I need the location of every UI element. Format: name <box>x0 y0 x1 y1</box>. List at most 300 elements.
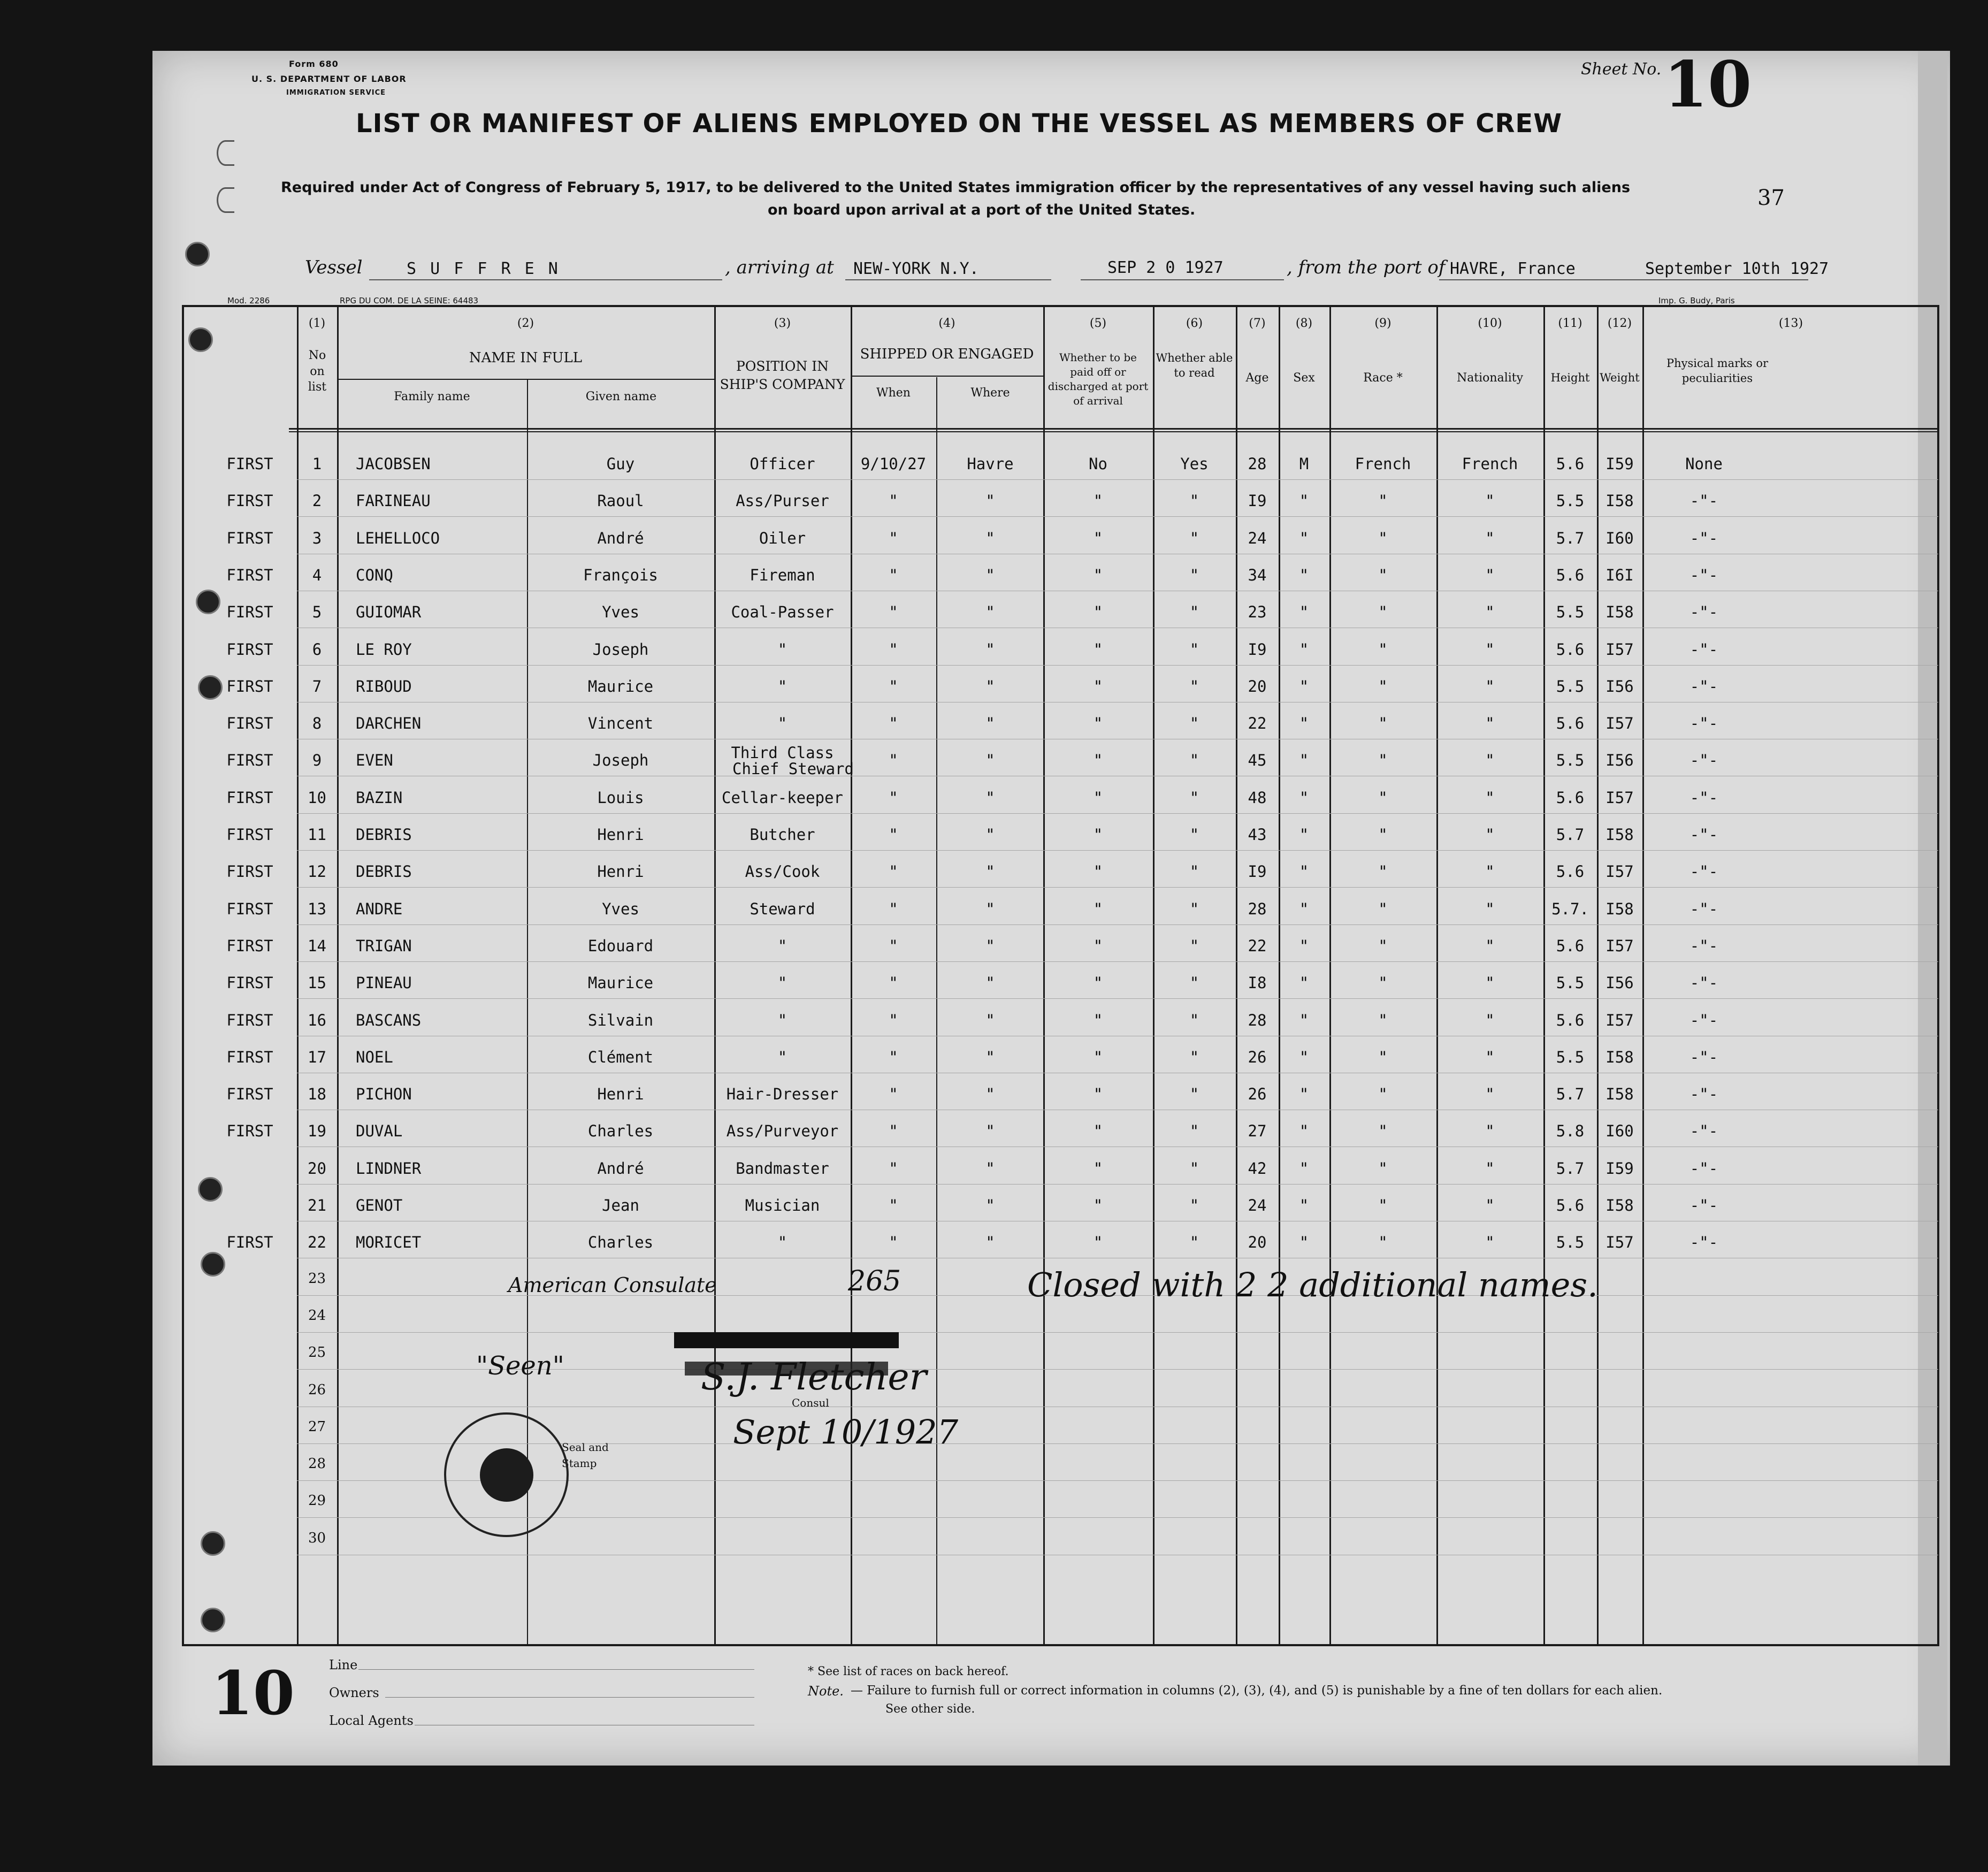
punch-hole <box>185 242 210 266</box>
col-num-10: (10) <box>1478 317 1502 330</box>
family-name: DUVAL <box>356 1122 403 1141</box>
shipped-when: " <box>889 1159 898 1178</box>
weight: I57 <box>1605 714 1634 733</box>
nationality: French <box>1462 455 1518 473</box>
row-mark: FIRST <box>226 899 273 918</box>
underline <box>369 279 722 280</box>
weight: I59 <box>1605 455 1634 473</box>
row-number: 14 <box>308 936 326 955</box>
owners-label: Owners <box>329 1685 379 1700</box>
service: IMMIGRATION SERVICE <box>286 89 386 97</box>
col-header-read: Whether able to read <box>1156 352 1233 380</box>
height: 5.6 <box>1556 714 1585 733</box>
shipped-where: " <box>985 974 995 992</box>
weight: I57 <box>1605 640 1634 659</box>
department: U. S. DEPARTMENT OF LABOR <box>251 74 407 84</box>
col-divider <box>337 305 339 1646</box>
shipped-where: " <box>985 936 995 955</box>
height: 5.7 <box>1556 529 1585 547</box>
paid-off: " <box>1093 529 1103 547</box>
col-num-13: (13) <box>1778 317 1803 330</box>
form-number: Form 680 <box>289 59 339 69</box>
race: " <box>1378 899 1388 918</box>
shipped-when: " <box>889 714 898 733</box>
row-number: 8 <box>312 714 322 733</box>
age: 43 <box>1248 826 1267 844</box>
paid-off: " <box>1093 974 1103 992</box>
able-to-read: " <box>1189 529 1199 547</box>
row-number: 4 <box>312 566 322 584</box>
race: " <box>1378 1011 1388 1029</box>
able-to-read: " <box>1189 899 1199 918</box>
from-port: HAVRE, France <box>1450 259 1576 278</box>
age: 45 <box>1248 751 1267 770</box>
col-num-4: (4) <box>938 317 955 330</box>
shipped-where: " <box>985 603 995 622</box>
col-num-11: (11) <box>1558 317 1582 330</box>
weight: I58 <box>1605 899 1634 918</box>
weight: I57 <box>1605 936 1634 955</box>
height: 5.5 <box>1556 603 1585 622</box>
empty-row-number: 28 <box>308 1456 326 1472</box>
position: " <box>777 936 787 955</box>
able-to-read: " <box>1189 826 1199 844</box>
race: " <box>1378 1159 1388 1178</box>
given-name: Maurice <box>587 974 654 992</box>
row-rule <box>297 961 1938 962</box>
paid-off: " <box>1093 936 1103 955</box>
weight: I58 <box>1605 1085 1634 1104</box>
sex: " <box>1299 529 1309 547</box>
family-name: LEHELLOCO <box>356 529 440 547</box>
from-label: , from the port of <box>1287 257 1446 278</box>
row-number: 13 <box>308 899 326 918</box>
shipped-where: " <box>985 640 995 659</box>
position: Bandmaster <box>736 1159 829 1178</box>
empty-row-number: 26 <box>308 1381 326 1398</box>
row-mark: FIRST <box>226 826 273 844</box>
weight: I60 <box>1605 1122 1634 1141</box>
race: " <box>1378 1233 1388 1252</box>
physical-marks: -"- <box>1689 1085 1718 1104</box>
col-header-name: NAME IN FULL <box>469 350 583 366</box>
shipped-when: " <box>889 751 898 770</box>
empty-row-number: 25 <box>308 1344 326 1361</box>
departure-date: September 10th 1927 <box>1645 259 1829 278</box>
race: " <box>1378 826 1388 844</box>
col-header-when: When <box>876 386 911 400</box>
physical-marks: -"- <box>1689 603 1718 622</box>
sex: " <box>1299 714 1309 733</box>
redacted-stamp <box>674 1332 899 1348</box>
shipped-where: " <box>985 529 995 547</box>
shipped-where: " <box>985 1159 995 1178</box>
position: Steward <box>750 899 815 918</box>
shipped-when: " <box>889 826 898 844</box>
row-mark: FIRST <box>226 714 273 733</box>
col-header-where: Where <box>970 386 1010 400</box>
seen-mark: "Seen" <box>476 1351 564 1381</box>
paid-off: " <box>1093 1011 1103 1029</box>
position: " <box>777 677 787 696</box>
age: I9 <box>1248 492 1267 510</box>
row-mark: FIRST <box>226 640 273 659</box>
family-name: GUIOMAR <box>356 603 422 622</box>
row-number: 22 <box>308 1233 326 1252</box>
physical-marks: -"- <box>1689 788 1718 807</box>
able-to-read: " <box>1189 1122 1199 1141</box>
able-to-read: " <box>1189 1159 1199 1178</box>
height: 5.6 <box>1556 936 1585 955</box>
signature-date: Sept 10/1927 <box>733 1412 959 1451</box>
row-rule <box>297 479 1938 480</box>
physical-marks: None <box>1685 455 1723 473</box>
sex: " <box>1299 751 1309 770</box>
vessel-name: S U F F R E N <box>407 259 560 278</box>
weight: I58 <box>1605 826 1634 844</box>
physical-marks: -"- <box>1689 566 1718 584</box>
position: " <box>777 640 787 659</box>
row-number: 21 <box>308 1196 326 1214</box>
note-label: Note. <box>808 1684 844 1699</box>
shipped-when: " <box>889 936 898 955</box>
height: 5.6 <box>1556 788 1585 807</box>
sex: " <box>1299 1159 1309 1178</box>
nationality: " <box>1485 1159 1495 1178</box>
nationality: " <box>1485 788 1495 807</box>
row-mark: FIRST <box>226 677 273 696</box>
given-name: Henri <box>597 862 644 881</box>
able-to-read: " <box>1189 1085 1199 1104</box>
able-to-read: " <box>1189 862 1199 881</box>
position: " <box>777 1233 787 1252</box>
col-num-2: (2) <box>517 317 534 330</box>
nationality: " <box>1485 1196 1495 1214</box>
shipped-where: " <box>985 1196 995 1214</box>
col-header-family: Family name <box>394 390 470 403</box>
family-name: CONQ <box>356 566 393 584</box>
shipped-when: " <box>889 603 898 622</box>
shipped-when: 9/10/27 <box>860 455 927 473</box>
row-mark: FIRST <box>226 788 273 807</box>
punch-hole <box>217 187 234 213</box>
shipped-where: " <box>985 1233 995 1252</box>
col-header-nationality: Nationality <box>1456 371 1524 385</box>
age: 28 <box>1248 1011 1267 1029</box>
sex: " <box>1299 677 1309 696</box>
height: 5.6 <box>1556 862 1585 881</box>
nationality: " <box>1485 492 1495 510</box>
col-header-weight: Weight <box>1600 371 1640 384</box>
physical-marks: -"- <box>1689 1011 1718 1029</box>
race: " <box>1378 751 1388 770</box>
weight: I57 <box>1605 1011 1634 1029</box>
row-number: 2 <box>312 492 322 510</box>
family-name: DEBRIS <box>356 862 412 881</box>
given-name: André <box>597 529 644 547</box>
col-num-7: (7) <box>1249 317 1266 330</box>
race: French <box>1355 455 1411 473</box>
punch-hole <box>217 140 234 166</box>
physical-marks: -"- <box>1689 1159 1718 1178</box>
row-mark: FIRST <box>226 1233 273 1252</box>
height: 5.7 <box>1556 1159 1585 1178</box>
line-label: Line <box>329 1657 358 1672</box>
paid-off: No <box>1089 455 1107 473</box>
age: 20 <box>1248 677 1267 696</box>
weight: I56 <box>1605 974 1634 992</box>
nationality: " <box>1485 566 1495 584</box>
row-mark: FIRST <box>226 974 273 992</box>
col-header-marks: Physical marks or peculiarities <box>1666 357 1768 385</box>
paid-off: " <box>1093 751 1103 770</box>
paid-off: " <box>1093 826 1103 844</box>
consulate-seal <box>444 1412 569 1537</box>
given-name: Edouard <box>587 936 654 955</box>
nationality: " <box>1485 640 1495 659</box>
given-name: Charles <box>587 1122 654 1141</box>
weight: I58 <box>1605 603 1634 622</box>
shipped-when: " <box>889 492 898 510</box>
row-number: 20 <box>308 1159 326 1178</box>
row-mark: FIRST <box>226 1048 273 1066</box>
nationality: " <box>1485 899 1495 918</box>
consul-signature: S.J. Fletcher <box>701 1356 927 1399</box>
given-name: Silvain <box>587 1011 654 1029</box>
family-name: ANDRE <box>356 899 403 918</box>
height: 5.8 <box>1556 1122 1585 1141</box>
shipped-when: " <box>889 529 898 547</box>
underline <box>1081 279 1284 280</box>
given-name: Henri <box>597 1085 644 1104</box>
footer-sheet-number: 10 <box>211 1659 295 1729</box>
shipped-when: " <box>889 1085 898 1104</box>
nationality: " <box>1485 826 1495 844</box>
footer-underline <box>385 1697 754 1698</box>
given-name: Jean <box>602 1196 639 1214</box>
able-to-read: " <box>1189 677 1199 696</box>
shipped-when: " <box>889 1196 898 1214</box>
height: 5.5 <box>1556 751 1585 770</box>
shipped-where: " <box>985 714 995 733</box>
position: Ass/Purser <box>736 492 829 510</box>
col-header-height: Height <box>1550 371 1590 384</box>
shipped-when: " <box>889 899 898 918</box>
race: " <box>1378 788 1388 807</box>
row-number: 7 <box>312 677 322 696</box>
position: Cellar-keeper <box>722 788 843 807</box>
shipped-where: Havre <box>967 455 1014 473</box>
weight: I57 <box>1605 862 1634 881</box>
able-to-read: " <box>1189 751 1199 770</box>
physical-marks: -"- <box>1689 826 1718 844</box>
family-name: PICHON <box>356 1085 412 1104</box>
age: 28 <box>1248 455 1267 473</box>
row-number: 15 <box>308 974 326 992</box>
sex: " <box>1299 826 1309 844</box>
row-mark: FIRST <box>226 529 273 547</box>
empty-row-number: 27 <box>308 1418 326 1435</box>
family-name: FARINEAU <box>356 492 431 510</box>
shipped-where: " <box>985 1011 995 1029</box>
age: 22 <box>1248 714 1267 733</box>
position: Musician <box>745 1196 820 1214</box>
age: 24 <box>1248 529 1267 547</box>
able-to-read: " <box>1189 936 1199 955</box>
subheader-rule <box>851 376 1043 377</box>
given-name: Clément <box>587 1048 654 1066</box>
physical-marks: -"- <box>1689 899 1718 918</box>
col-num-9: (9) <box>1374 317 1391 330</box>
row-number: 10 <box>308 788 326 807</box>
row-mark: FIRST <box>226 1085 273 1104</box>
position: Officer <box>750 455 815 473</box>
family-name: LINDNER <box>356 1159 422 1178</box>
arriving-port: NEW-YORK N.Y. <box>853 259 979 278</box>
empty-row-number: 23 <box>308 1270 326 1287</box>
sex: " <box>1299 862 1309 881</box>
position: " <box>777 1048 787 1066</box>
shipped-when: " <box>889 862 898 881</box>
paid-off: " <box>1093 1122 1103 1141</box>
paid-off: " <box>1093 603 1103 622</box>
row-number: 16 <box>308 1011 326 1029</box>
weight: I56 <box>1605 751 1634 770</box>
empty-row-number: 24 <box>308 1307 326 1324</box>
race-footnote: * See list of races on back hereof. <box>808 1665 1009 1678</box>
height: 5.6 <box>1556 640 1585 659</box>
paid-off: " <box>1093 1233 1103 1252</box>
weight: I57 <box>1605 1233 1634 1252</box>
col-header-race: Race * <box>1363 371 1403 385</box>
given-name: Joseph <box>592 640 649 659</box>
weight: I6I <box>1605 566 1634 584</box>
col-num-3: (3) <box>774 317 791 330</box>
sex: " <box>1299 1011 1309 1029</box>
shipped-where: " <box>985 1048 995 1066</box>
family-name: DEBRIS <box>356 826 412 844</box>
race: " <box>1378 1085 1388 1104</box>
race: " <box>1378 1196 1388 1214</box>
race: " <box>1378 492 1388 510</box>
given-name: François <box>583 566 658 584</box>
paid-off: " <box>1093 677 1103 696</box>
row-rule <box>297 516 1938 517</box>
height: 5.5 <box>1556 1233 1585 1252</box>
physical-marks: -"- <box>1689 677 1718 696</box>
family-name: LE ROY <box>356 640 412 659</box>
position: Hair-Dresser <box>726 1085 839 1104</box>
age: 26 <box>1248 1048 1267 1066</box>
family-name: JACOBSEN <box>356 455 431 473</box>
shipped-where: " <box>985 751 995 770</box>
age: 27 <box>1248 1122 1267 1141</box>
able-to-read: " <box>1189 1011 1199 1029</box>
row-number: 5 <box>312 603 322 622</box>
header-rule <box>289 428 1939 430</box>
given-name: Joseph <box>592 751 649 770</box>
shipped-where: " <box>985 566 995 584</box>
col-header-no: No on list <box>308 349 327 394</box>
see-other-side: See other side. <box>885 1702 975 1716</box>
nationality: " <box>1485 714 1495 733</box>
position: Butcher <box>750 826 815 844</box>
seal-text: Seal and Stamp <box>562 1441 609 1470</box>
paid-off: " <box>1093 1085 1103 1104</box>
position: " <box>777 974 787 992</box>
able-to-read: " <box>1189 1196 1199 1214</box>
shipped-where: " <box>985 788 995 807</box>
age: I9 <box>1248 640 1267 659</box>
weight: I58 <box>1605 492 1634 510</box>
family-name: RIBOUD <box>356 677 412 696</box>
weight: I57 <box>1605 788 1634 807</box>
row-number: 9 <box>312 751 322 770</box>
paid-off: " <box>1093 788 1103 807</box>
row-mark: FIRST <box>226 936 273 955</box>
closed-note: Closed with 2 2 additional names. <box>1027 1265 1598 1304</box>
given-name: Henri <box>597 826 644 844</box>
header-rule <box>289 431 1939 432</box>
underline <box>1439 279 1808 280</box>
nationality: " <box>1485 1233 1495 1252</box>
col-header-age: Age <box>1245 371 1269 385</box>
required-line-1: Required under Act of Congress of February 5, 1917, to be delivered to the United States immigration officer by the representatives of any vessel having such aliens <box>281 179 1631 196</box>
family-name: MORICET <box>356 1233 422 1252</box>
shipped-when: " <box>889 1233 898 1252</box>
sex: " <box>1299 1085 1309 1104</box>
given-name: Raoul <box>597 492 644 510</box>
weight: I60 <box>1605 529 1634 547</box>
consulate-number: 265 <box>848 1265 901 1297</box>
physical-marks: -"- <box>1689 1233 1718 1252</box>
row-rule <box>297 924 1938 925</box>
race: " <box>1378 1122 1388 1141</box>
shipped-where: " <box>985 1122 995 1141</box>
shipped-when: " <box>889 566 898 584</box>
position: Third Class <box>731 744 834 762</box>
given-name: Guy <box>606 455 635 473</box>
shipped-when: " <box>889 974 898 992</box>
col-num-1: (1) <box>308 317 326 330</box>
position: Fireman <box>750 566 815 584</box>
physical-marks: -"- <box>1689 714 1718 733</box>
weight: I58 <box>1605 1048 1634 1066</box>
col-num-6: (6) <box>1186 317 1203 330</box>
age: I8 <box>1248 974 1267 992</box>
nationality: " <box>1485 936 1495 955</box>
race: " <box>1378 936 1388 955</box>
physical-marks: -"- <box>1689 640 1718 659</box>
height: 5.7 <box>1556 1085 1585 1104</box>
paid-off: " <box>1093 714 1103 733</box>
race: " <box>1378 974 1388 992</box>
physical-marks: -"- <box>1689 936 1718 955</box>
sex: M <box>1299 455 1309 473</box>
family-name: NOEL <box>356 1048 393 1066</box>
mod-number: Mod. 2286 <box>227 296 270 305</box>
paid-off: " <box>1093 640 1103 659</box>
age: 26 <box>1248 1085 1267 1104</box>
row-mark: FIRST <box>226 1011 273 1029</box>
sheet-label: Sheet No. <box>1581 60 1662 79</box>
nationality: " <box>1485 1011 1495 1029</box>
sex: " <box>1299 492 1309 510</box>
physical-marks: -"- <box>1689 529 1718 547</box>
given-name: Charles <box>587 1233 654 1252</box>
seal-center <box>480 1448 533 1502</box>
page-title: LIST OR MANIFEST OF ALIENS EMPLOYED ON THE VESSEL AS MEMBERS OF CREW <box>356 109 1563 139</box>
